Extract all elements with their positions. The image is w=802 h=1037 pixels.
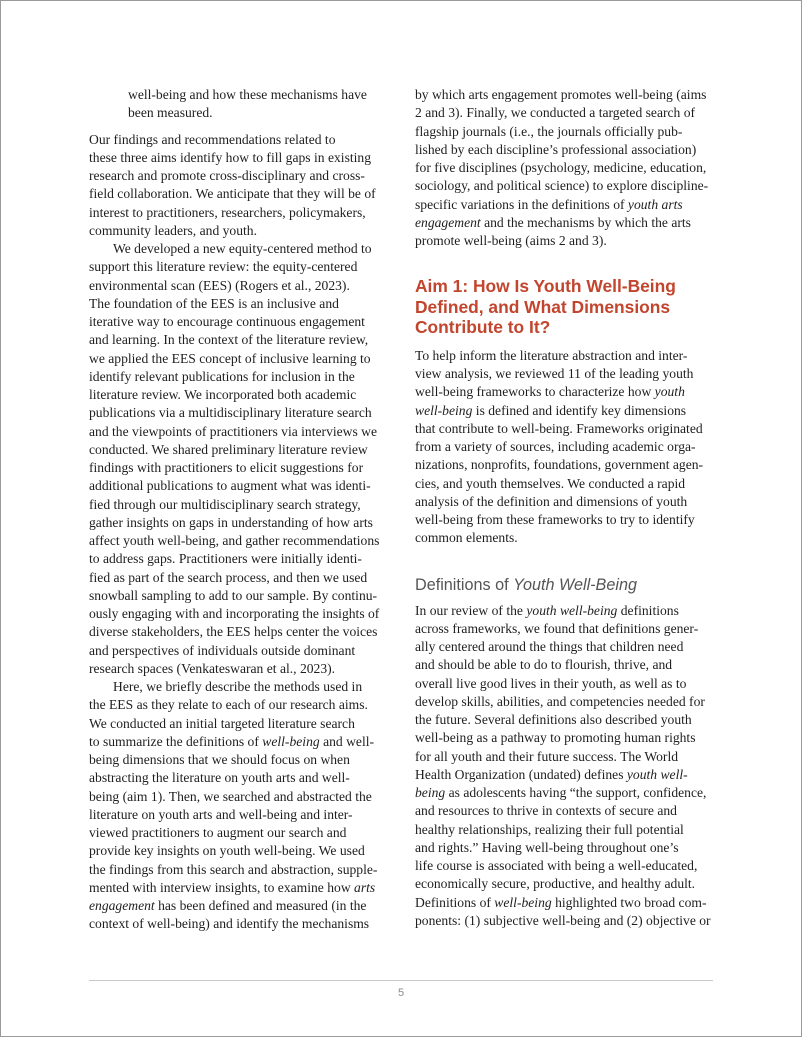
text-line: nizations, nonprofits, foundations, government agen- [415,457,704,473]
italic-term: youth [654,384,685,400]
text-line: common elements. [415,530,518,546]
text-line: to address gaps. Practitioners were initially identi- [89,551,362,567]
italic-term: well-being [494,894,552,910]
text-line: Our findings and recommendations related to [89,131,336,147]
text-line: the EES as they relate to each of our research aims. [89,697,368,713]
text-line: engagement has been defined and measured (in the [89,898,367,913]
paragraph-methods [89,678,389,934]
text-line: been measured. [128,105,213,121]
text-line: that contribute to well-being. Frameworks originated [415,420,703,436]
text-line: promote well-being (aims 2 and 3). [415,233,607,248]
text-line: sociology, and political science) to explore discipline- [415,178,709,194]
text-line: and should be able to do to flourish, thrive, and [415,657,673,673]
text-line: well-being as a pathway to promoting human rights [415,730,696,746]
text-line: healthy relationships, realizing their full potential [415,821,684,837]
italic-term: youth arts [627,196,683,212]
text-line: field collaboration. We anticipate that they will be of [89,186,376,202]
text-line: engagement and the mechanisms by which the arts [415,214,691,230]
text-line: develop skills, abilities, and competencies needed for [415,693,705,709]
text-line: for five disciplines (psychology, medicine, education, [415,160,707,175]
text-line: viewed practitioners to augment our search and [89,825,347,840]
text-line: findings with practitioners to elicit suggestions for [89,460,364,475]
text-line: to summarize the definitions of well-being and well- [89,733,375,749]
text-line: mented with interview insights, to examine how arts [89,879,376,895]
text-line: support this literature review: the equity-centered [89,259,358,275]
text-line: we applied the EES concept of inclusive learning to [89,350,371,366]
text-line: flagship journals (i.e., the journals officially pub- [415,123,683,139]
text-line: these three aims identify how to fill gaps in existing [89,149,372,165]
italic-term: well-being [262,733,320,749]
text-line: the future. Several definitions also described youth [415,712,692,727]
text-line: fied through our multidisciplinary search strategy, [89,496,361,512]
text-line: snowball sampling to add to our sample. By continu- [89,587,378,603]
text-line: provide key insights on youth well-being. We used [89,843,365,859]
text-line: We conducted an initial targeted literature search [89,715,355,731]
text-line: by which arts engagement promotes well-being (aims [415,87,707,102]
italic-term: engagement [415,214,481,230]
text-line: In our review of the youth well-being definitions [415,602,679,618]
text-line: from a variety of sources, including academic orga- [415,439,696,454]
text-line: Health Organization (undated) defines youth well- [415,766,688,782]
text-line: well-being and how these mechanisms have [128,87,367,102]
text-line: ally centered around the things that children need [415,639,684,654]
italic-term: engagement [89,898,155,913]
text-line: interest to practitioners, researchers, policymakers, [89,204,366,220]
text-line: and rights.” Having well-being throughout one’s [415,839,679,855]
text-line: gather insights on gaps in understanding of how arts [89,514,373,530]
text-line: abstracting the literature on youth arts and well- [89,770,350,786]
text-line: specific variations in the definitions of youth arts [415,196,683,212]
list-item-continuation [89,86,389,123]
text-line: cies, and youth themselves. We conducted a rapid [415,475,686,491]
text-line: additional publications to augment what was identi- [89,478,371,494]
text-line: iterative way to encourage continuous engagement [89,314,365,329]
text-line: literature review. We incorporated both academic [89,387,357,402]
paragraph-findings [89,131,389,241]
text-line: 2 and 3). Finally, we conducted a targeted search of [415,105,696,121]
text-line: fied as part of the search process, and then we used [89,569,368,585]
text-line: environmental scan (EES) (Rogers et al., 2023). [89,277,350,293]
left-column [89,86,389,934]
paragraph-ees-method [89,240,389,678]
text-line: for all youth and their future success. The World [415,748,679,764]
text-line: affect youth well-being, and gather recommendations [89,533,380,548]
text-line: well-being is defined and identify key dimensions [415,402,687,418]
text-line: economically secure, productive, and healthy adult. [415,876,696,892]
text-line: The foundation of the EES is an inclusive and [89,295,339,311]
text-line: We developed a new equity-centered method to [113,241,372,256]
footer-rule [89,980,713,981]
italic-term: youth well-being [526,602,618,618]
text-line: being dimensions that we should focus on when [89,752,350,767]
text-line: being as adolescents having “the support, confidence, [415,785,707,800]
text-line: ously engaging with and incorporating the insights of [89,606,380,621]
text-line: and resources to thrive in contexts of secure and [415,803,677,819]
text-line: life course is associated with being a well-educated, [415,858,698,873]
text-line: overall live good lives in their youth, as well as to [415,675,687,691]
italic-term: youth well- [626,766,688,782]
text-line: literature on youth arts and well-being and inter- [89,806,353,822]
italic-term: being [415,785,446,800]
text-line: the findings from this search and abstraction, supple- [89,861,378,877]
text-line: To help inform the literature abstraction and inter- [415,347,688,363]
text-line: Definitions of well-being highlighted two broad com- [415,894,707,910]
text-line: community leaders, and youth. [89,222,257,238]
text-line: and the viewpoints of practitioners via interviews we [89,423,378,439]
italic-term: well-being [415,402,473,418]
aim1-heading: Aim 1: How Is Youth Well-Being Defined, and What Dimensions Contribute to It? [415,276,676,338]
text-line: ponents: (1) subjective well-being and (2) objective or [415,912,711,928]
text-line: conducted. We shared preliminary literature review [89,441,368,457]
right-column [415,86,713,930]
text-line: being (aim 1). Then, we searched and abstracted the [89,788,372,804]
text-line: research and promote cross-disciplinary and cross- [89,168,365,183]
text-line: and perspectives of individuals outside dominant [89,642,356,658]
text-line: and learning. In the context of the literature review, [89,332,369,348]
text-line: research spaces (Venkateswaran et al., 2023). [89,660,336,676]
text-line: publications via a multidisciplinary literature search [89,405,372,421]
text-line: Here, we briefly describe the methods used in [113,679,363,694]
page-number: 5 [397,987,405,999]
italic-term: arts [354,879,376,895]
italic-term: Youth Well-Being [513,575,637,594]
text-line: identify relevant publications for inclusion in the [89,368,355,384]
definitions-subheading: Definitions of Youth Well-Being [415,575,637,594]
text-line: view analysis, we reviewed 11 of the leading youth [415,366,694,381]
text-line: diverse stakeholders, the EES helps center the voices [89,624,378,640]
text-line: lished by each discipline’s professional association) [415,141,697,157]
text-line: well-being from these frameworks to try to identify [415,512,695,527]
text-line: across frameworks, we found that definitions gener- [415,620,699,636]
text-line: analysis of the definition and dimensions of youth [415,493,688,509]
paragraph-definitions [415,602,713,931]
text-line: context of well-being) and identify the mechanisms [89,916,370,932]
paragraph-aim1 [415,347,713,548]
text-line: well-being frameworks to characterize how youth [415,384,685,400]
paragraph-continuation [415,86,713,250]
